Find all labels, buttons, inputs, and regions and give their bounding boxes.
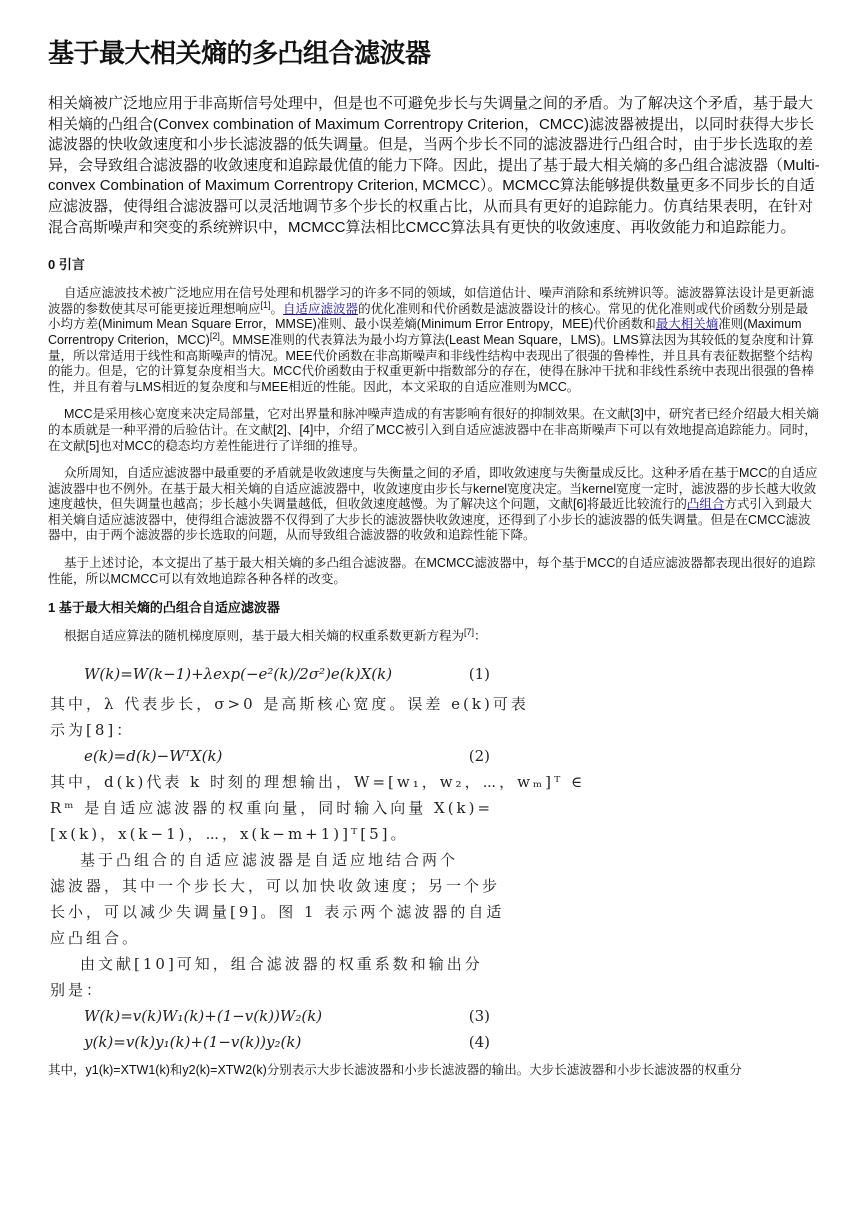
link-adaptive-filter[interactable]: 自适应滤波器	[283, 301, 359, 316]
paper-page	[48, 34, 820, 1079]
citation-7[interactable]: [7]	[464, 627, 475, 638]
equation-3: W(k)=v(k)W₁(k)+(1−v(k))W₂(k) (3)	[50, 1003, 490, 1029]
scan-text-line: 示为[8]：	[50, 720, 135, 739]
equation-number: (4)	[468, 1032, 490, 1051]
scan-text-line: 由文献[10]可知，组合滤波器的权重系数和输出分	[80, 954, 483, 973]
equation-2: e(k)=d(k)−WᵀX(k) (2)	[50, 743, 490, 769]
section-heading-1: 1 基于最大相关熵的凸组合自适应滤波器	[48, 600, 280, 616]
paper-title: 基于最大相关熵的多凸组合滤波器	[48, 38, 431, 68]
intro-paragraph-3: 众所周知，自适应滤波器中最重要的矛盾就是收敛速度与失衡量之间的矛盾，即收敛速度与失衡量成反比。这种矛盾在基于MCC的自适应滤波器中也不例外。在基于最大相关熵的自适应滤波器中，收敛速度由步长与kernel宽度决定。当kernel宽度一定时，滤波器的步长越大收敛速度越快，但失调量也越高；步长越小失调量越低，但收敛速度越慢。为了解决这个问题，文献[6]将最近比较流行的凸组合方式引入到最大相关熵自适应滤波器中，使得组合滤波器不仅得到了大步长的滤波器快收敛速度，还得到了小步长的滤波器的低失调量。但是在CMCC滤波器中，由于两个滤波器的步长选取的问题，从而导致组合滤波器的收敛和追踪性能下降。	[48, 466, 818, 543]
equation-number: (1)	[468, 664, 490, 683]
scanned-equation-block	[50, 657, 586, 1055]
section1-intro: 根据自适应算法的随机梯度原则，基于最大相关熵的权重系数更新方程为[7]：	[64, 627, 487, 644]
intro-paragraph-1: 自适应滤波技术被广泛地应用在信号处理和机器学习的许多不同的领域，如信道估计、噪声消除和系统辨识等。滤波器算法设计是更新滤波器的参数使其尽可能更接近理想响应[1]。自适应滤波器的优化准则和代价函数是滤波器设计的核心。常见的优化准则或代价函数分别是最小均方差(Minimum Mean Square Error，MMSE)准则、最小误差熵(Minimum Error Entropy，MEE)代价函数和最大相关熵准则(Maximum Correntropy Criterion，MCC)[2]。MMSE准则的代表算法为最小均方算法(Least Mean Square，LMS)。LMS算法因为其较低的复杂度和计算量，所以常适用于线性和高斯噪声的情况。MEE代价函数在非高斯噪声和非线性结构中表现出了很强的鲁棒性，并且具有表征数据整个结构的能力。但是，它的计算复杂度相当大。MCC代价函数由于权重更新中指数部分的存在，使得在脉冲干扰和非线性系统中表现出很强的鲁棒性，并且有着与LMS相近的复杂度和与MEE相近的性能。因此，本文采取的自适应准则为MCC。	[48, 286, 815, 394]
abstract: 相关熵被广泛地应用于非高斯信号处理中，但是也不可避免步长与失调量之间的矛盾。为了解决这个矛盾，基于最大相关熵的凸组合(Convex combination of Maximum Correntropy Criterion，CMCC)滤波器被提出，以同时获得大步长滤波器的快收敛速度和小步长滤波器的低失调量。但是，当两个步长不同的滤波器进行凸组合时，由于步长选取的差异，会导致组合滤波器的收敛速度和追踪最优值的能力下降。因此，提出了基于最大相关熵的多凸组合滤波器（Multi-convex Combination of Maximum Correntropy Criterion, MCMCC）。MCMCC算法能够提供数量更多不同步长的自适应滤波器，使得组合滤波器可以灵活地调节多个步长的权重占比，从而具有更好的追踪能力。仿真结果表明，在针对混合高斯噪声和突变的系统辨识中，MCMCC算法相比CMCC算法具有更快的收敛速度、再收敛能力和追踪能力。	[48, 95, 820, 236]
trailing-paragraph: 其中，y1(k)=XTW1(k)和y2(k)=XTW2(k)分别表示大步长滤波器和小步长滤波器的输出。大步长滤波器和小步长滤波器的权重分	[48, 1062, 742, 1077]
scan-text-line: 长小，可以减少失调量[9]。图 1 表示两个滤波器的自适	[50, 902, 505, 921]
citation-2[interactable]: [2]	[209, 330, 220, 341]
link-max-correntropy[interactable]: 最大相关熵	[655, 317, 719, 332]
scan-text-line: 其中，λ 代表步长，σ>0 是高斯核心宽度。误差 e(k)可表	[50, 694, 529, 713]
intro-paragraph-4: 基于上述讨论，本文提出了基于最大相关熵的多凸组合滤波器。在MCMCC滤波器中，每个基于MCC的自适应滤波器都表现出很好的追踪性能，所以MCMCC可以有效地追踪各种各样的改变。	[48, 556, 816, 586]
equation-4: y(k)=v(k)y₁(k)+(1−v(k))y₂(k) (4)	[50, 1029, 490, 1055]
scan-text-line: 别是：	[50, 980, 105, 999]
equation-number: (2)	[468, 746, 490, 765]
scan-text-line: 应凸组合。	[50, 928, 141, 947]
scan-text-line: Rᵐ 是自适应滤波器的权重向量，同时输入向量 X(k)=	[50, 798, 494, 817]
section-heading-intro: 0 引言	[48, 257, 85, 273]
scan-text-line: 其中，d(k)代表 k 时刻的理想输出，W=[w₁，w₂，⋯，wₘ]ᵀ ∈	[50, 772, 586, 791]
citation-1[interactable]: [1]	[260, 299, 271, 310]
intro-paragraph-2: MCC是采用核心宽度来决定局部量，它对出界量和脉冲噪声造成的有害影响有很好的抑制效果。在文献[3]中，研究者已经介绍最大相关熵的本质就是一种平滑的后验估计。在文献[2]、[4]中，介绍了MCC被引入到自适应滤波器中在非高斯噪声下可以有效地提高追踪能力。同时，在文献[5]也对MCC的稳态均方差性能进行了详细的推导。	[48, 407, 819, 453]
link-convex-combination[interactable]: 凸组合	[686, 497, 725, 512]
equation-1: W(k)=W(k−1)+λexp(−e²(k)/2σ²)e(k)X(k) (1)	[50, 657, 490, 691]
scan-text-line: [x(k)，x(k−1)，⋯，x(k−m+1)]ᵀ[5]。	[50, 824, 409, 843]
scan-text-line: 基于凸组合的自适应滤波器是自适应地结合两个	[80, 850, 459, 869]
equation-number: (3)	[468, 1006, 490, 1025]
scan-text-line: 滤波器，其中一个步长大，可以加快收敛速度；另一个步	[50, 876, 501, 895]
